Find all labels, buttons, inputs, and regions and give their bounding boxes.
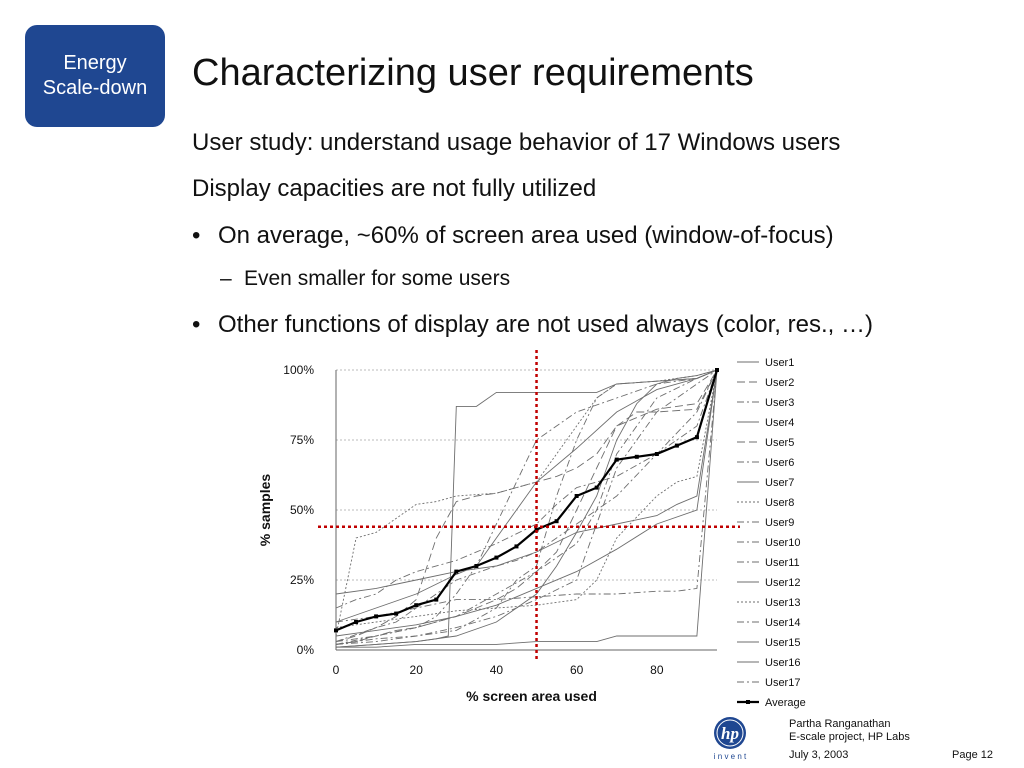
x-tick-label: 0 — [332, 663, 340, 677]
footer-author: Partha Ranganathan — [789, 718, 891, 730]
y-tick-label: 25% — [289, 573, 314, 587]
bullet-text: Other functions of display are not used always (color, res., …) — [218, 311, 873, 338]
footer-date: July 3, 2003 — [789, 749, 849, 761]
logo-text: hp — [721, 724, 739, 743]
legend-label-user3: User3 — [765, 397, 795, 409]
series-line-user17 — [336, 370, 717, 644]
average-point — [715, 368, 719, 372]
bullet-marker: • — [192, 222, 201, 249]
bullet-text: On average, ~60% of screen area used (window-of-focus) — [218, 222, 834, 249]
average-point — [615, 458, 619, 462]
series-line-user11 — [336, 370, 717, 644]
average-point — [434, 598, 438, 602]
legend-label-user4: User4 — [765, 417, 795, 429]
legend-average-marker — [746, 700, 750, 704]
average-point — [354, 620, 358, 624]
legend-label-user8: User8 — [765, 497, 795, 509]
bullet-marker: • — [192, 311, 201, 338]
legend-label-user14: User14 — [765, 617, 801, 629]
legend-label-user6: User6 — [765, 457, 795, 469]
x-tick-label: 80 — [650, 663, 664, 677]
legend-label-user11: User11 — [765, 557, 800, 569]
badge-line-2: Scale-down — [42, 77, 148, 99]
series-line-user12 — [336, 370, 717, 594]
legend-label-user5: User5 — [765, 437, 795, 449]
average-point — [635, 455, 639, 459]
legend-label-user9: User9 — [765, 517, 795, 529]
bullet-user-study: User study: understand usage behavior of 17 Windows users — [192, 129, 841, 156]
average-point — [414, 603, 418, 607]
average-point — [575, 494, 579, 498]
x-tick-label: 40 — [489, 663, 504, 677]
legend-label-user2: User2 — [765, 377, 795, 389]
average-point — [675, 444, 679, 448]
footer-project: E-scale project, HP Labs — [789, 731, 910, 743]
bullet-display-capacities: Display capacities are not fully utilized — [192, 175, 597, 202]
sub-bullet-text: Even smaller for some users — [244, 267, 511, 290]
y-tick-label: 50% — [289, 503, 314, 517]
legend-label-user15: User15 — [765, 637, 801, 649]
slide-title: Characterizing user requirements — [192, 52, 754, 94]
hp-logo — [697, 716, 763, 762]
average-point — [695, 435, 699, 439]
x-tick-label: 20 — [409, 663, 423, 677]
average-point — [454, 570, 458, 574]
series-line-user16 — [336, 370, 717, 622]
x-tick-label: 60 — [569, 663, 584, 677]
series-line-user7 — [336, 370, 717, 647]
series-line-user15 — [336, 370, 717, 636]
legend-label-user10: User10 — [765, 537, 801, 549]
badge-line-1: Energy — [63, 52, 127, 74]
average-point — [555, 519, 559, 523]
legend-label-user16: User16 — [765, 657, 801, 669]
y-tick-label: 0% — [296, 643, 314, 657]
legend-label-user17: User17 — [765, 677, 801, 689]
average-point — [374, 614, 378, 618]
y-tick-label: 75% — [289, 433, 314, 447]
logo-tagline: i n v e n t — [713, 752, 747, 761]
y-axis-label: % samples — [257, 473, 273, 547]
legend-label-user12: User12 — [765, 577, 801, 589]
y-tick-label: 100% — [283, 363, 314, 377]
x-axis-label: % screen area used — [466, 688, 597, 704]
average-point — [394, 612, 398, 616]
series-line-user1 — [336, 370, 717, 647]
series-line-user13 — [336, 370, 717, 628]
average-point — [514, 544, 518, 548]
series-line-user8 — [336, 370, 717, 636]
series-line-user2 — [336, 370, 717, 644]
average-point — [474, 564, 478, 568]
legend-label-user1: User1 — [765, 357, 795, 369]
series-line-user10 — [336, 370, 717, 608]
footer-page-number: Page 12 — [952, 749, 993, 761]
legend-label-user7: User7 — [765, 477, 795, 489]
average-point — [334, 628, 338, 632]
average-point — [655, 452, 659, 456]
average-point — [595, 486, 599, 490]
legend-label-user13: User13 — [765, 597, 801, 609]
sub-bullet-marker: – — [220, 267, 232, 290]
legend-label-average: Average — [765, 697, 806, 709]
series-line-user6 — [336, 370, 717, 644]
series-line-user4 — [336, 370, 717, 647]
average-point — [494, 556, 498, 560]
